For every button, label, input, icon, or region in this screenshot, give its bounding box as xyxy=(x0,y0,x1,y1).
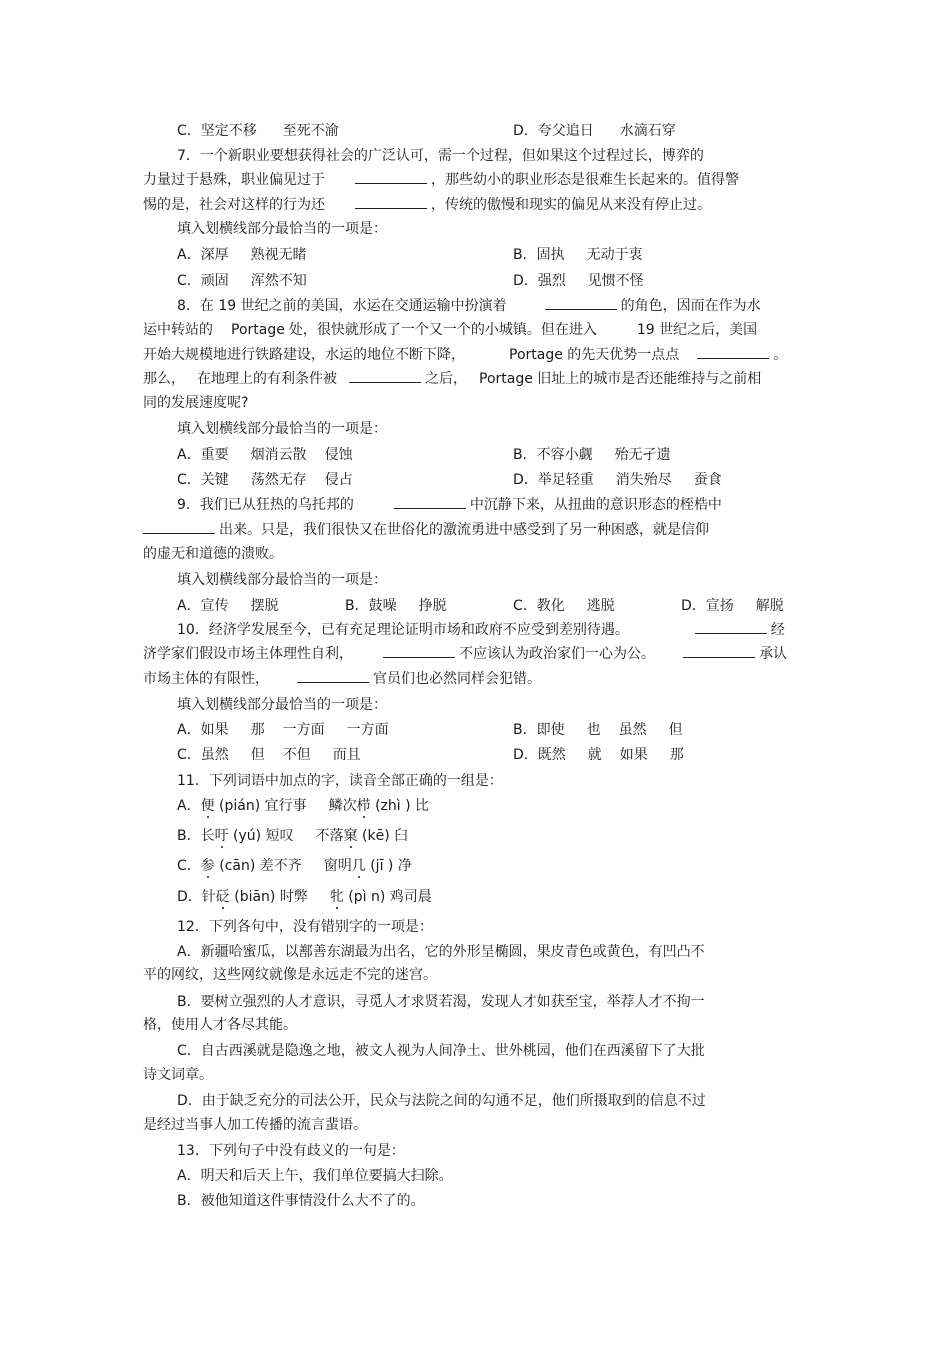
t: 那 xyxy=(250,722,265,738)
t: (jī ) 净 xyxy=(365,858,412,874)
q8-prompt: 填入划横线部分最恰当的一项是： xyxy=(177,421,387,437)
dotted-char: 砭 xyxy=(215,889,230,905)
t: (cān) 差不齐 xyxy=(214,858,302,874)
answer-blank xyxy=(683,645,755,658)
q10-option-d xyxy=(513,746,684,764)
t: C． xyxy=(177,858,201,874)
t: 运中转站的 xyxy=(143,322,213,338)
t: 无动于衷 xyxy=(586,247,643,263)
q11-option-d xyxy=(177,888,432,906)
q13-stem: 13．下列句子中没有歧义的一句是： xyxy=(177,1143,405,1159)
answer-blank xyxy=(297,670,369,683)
q9-option-b xyxy=(345,597,447,615)
t: A．宣传 xyxy=(177,598,229,614)
t: 那么， xyxy=(143,371,185,387)
t: A． xyxy=(177,798,201,814)
text: 惕的是，社会对这样的行为还 xyxy=(143,197,325,213)
t: 蚕食 xyxy=(693,472,722,488)
t: D．既然 xyxy=(513,747,566,763)
t: B．不容小觑 xyxy=(513,447,593,463)
text: ，传统的傲慢和现实的偏见从来没有停止过。 xyxy=(431,197,711,213)
t: 侵占 xyxy=(324,472,353,488)
t: 消失殆尽 xyxy=(615,472,672,488)
t: C．关键 xyxy=(177,472,229,488)
q6-option-c xyxy=(177,122,339,140)
answer-blank xyxy=(355,171,427,184)
dotted-char: 吁 xyxy=(214,828,229,844)
t: 但 xyxy=(668,722,683,738)
answer-blank xyxy=(545,297,617,310)
q11-option-c xyxy=(177,857,412,875)
q12-option-b-line2: 格，使用人才各尽其能。 xyxy=(143,1017,297,1033)
t: A．重要 xyxy=(177,447,229,463)
t: 殆无孑遗 xyxy=(614,447,671,463)
t: 浑然不知 xyxy=(250,273,307,289)
t: 中沉静下来，从扭曲的意识形态的桎梏中 xyxy=(469,497,722,513)
t: 不应该认为政治家们一心为公。 xyxy=(459,646,655,662)
answer-blank xyxy=(355,196,427,209)
t: D．宣扬 xyxy=(681,598,734,614)
t: 挣脱 xyxy=(418,598,447,614)
q11-stem: 11．下列词语中加点的字，读音全部正确的一组是： xyxy=(177,773,503,789)
t: 在地理上的有利条件被 xyxy=(197,371,337,387)
q9-option-d xyxy=(681,597,784,615)
dotted-char: 几 xyxy=(351,858,366,874)
t: D．强烈 xyxy=(513,273,566,289)
dotted-char: 栉 xyxy=(356,798,371,814)
q8-option-a xyxy=(177,446,353,464)
q8-option-b xyxy=(513,446,671,464)
t: 逃脱 xyxy=(586,598,615,614)
t: 不落 xyxy=(315,828,344,844)
t: 不但 xyxy=(282,747,311,763)
t: 济学家们假设市场主体理性自利， xyxy=(143,646,353,662)
q12-stem: 12．下列各句中，没有错别字的一项是： xyxy=(177,919,433,935)
q12-option-b-line1: B．要树立强烈的人才意识，寻觅人才求贤若渴，发现人才如获至宝，举荐人才不拘一 xyxy=(177,994,705,1010)
t: (pì n) 鸡司晨 xyxy=(343,889,432,905)
t: 虽然 xyxy=(618,722,647,738)
q12-option-a-line1: A．新疆哈蜜瓜，以鄯善东湖最为出名，它的外形呈椭圆，果皮青色或黄色，有凹凸不 xyxy=(177,944,705,960)
t: B．长 xyxy=(177,828,215,844)
q12-option-c-line1: C．自古西溪就是隐逸之地，被文人视为人间净土、世外桃园，他们在西溪留下了大批 xyxy=(177,1043,705,1059)
t: 烟消云散 xyxy=(250,447,307,463)
t: D．针 xyxy=(177,889,216,905)
q7-option-c xyxy=(177,272,307,290)
t: (pián) 宜行事 xyxy=(214,798,307,814)
q8-stem-line4 xyxy=(143,370,761,388)
dotted-char: 窠 xyxy=(343,828,358,844)
t: D．举足轻重 xyxy=(513,472,594,488)
t: 出来。只是，我们很快又在世俗化的激流勇进中感受到了另一种困惑，就是信仰 xyxy=(219,522,709,538)
q11-option-b xyxy=(177,827,408,845)
option-text: C．坚定不移 xyxy=(177,123,257,139)
t: (yú) 短叹 xyxy=(228,828,294,844)
t: 摆脱 xyxy=(250,598,279,614)
q9-stem-line1 xyxy=(177,496,722,514)
dotted-char: 牝 xyxy=(329,889,344,905)
t: 之后， xyxy=(425,371,467,387)
t: 19 世纪之后，美国 xyxy=(636,322,758,338)
q13-option-b: B．被他知道这件事情没什么大不了的。 xyxy=(177,1193,425,1209)
t: 官员们也必然同样会犯错。 xyxy=(373,671,541,687)
t: 10．经济学发展至今，已有充足理论证明市场和政府不应受到差别待遇。 xyxy=(177,622,629,638)
t: 那 xyxy=(669,747,684,763)
answer-blank xyxy=(349,370,421,383)
option-text: 至死不渝 xyxy=(282,123,339,139)
t: 见惯不怪 xyxy=(587,273,644,289)
q8-stem-line1 xyxy=(177,297,761,315)
q6-option-d xyxy=(513,122,676,140)
text: ，那些幼小的职业形态是很难生长起来的。值得警 xyxy=(431,172,739,188)
t: C．虽然 xyxy=(177,747,229,763)
text: 力量过于悬殊，职业偏见过于 xyxy=(143,172,325,188)
dotted-char: 参 xyxy=(200,858,215,874)
t: (zhì ) 比 xyxy=(370,798,430,814)
dotted-char: 便 xyxy=(200,798,215,814)
t: B．固执 xyxy=(513,247,565,263)
t: 市场主体的有限性， xyxy=(143,671,269,687)
t: 也 xyxy=(586,722,601,738)
t: Portage xyxy=(231,322,285,338)
option-text: 水滴石穿 xyxy=(619,123,676,139)
t: B．即使 xyxy=(513,722,565,738)
t: 窗明 xyxy=(323,858,352,874)
q9-stem-line3: 的虚无和道德的溃败。 xyxy=(143,546,283,562)
q12-option-d-line1: D．由于缺乏充分的司法公开，民众与法院之间的勾通不足，他们所摄取到的信息不过 xyxy=(177,1093,706,1109)
q10-option-b xyxy=(513,721,683,739)
t: C．教化 xyxy=(513,598,565,614)
t: 一方面 xyxy=(346,722,389,738)
answer-blank xyxy=(695,621,767,634)
answer-blank xyxy=(383,645,455,658)
option-text: D．夸父追日 xyxy=(513,123,594,139)
t: 承认 xyxy=(759,646,787,662)
t: 。 xyxy=(773,347,788,363)
q9-prompt: 填入划横线部分最恰当的一项是： xyxy=(177,572,387,588)
t: 就 xyxy=(587,747,602,763)
q7-option-d xyxy=(513,272,644,290)
t: 荡然无存 xyxy=(250,472,307,488)
q12-option-c-line2: 诗文词章。 xyxy=(143,1067,213,1083)
answer-blank xyxy=(394,496,466,509)
t: 熟视无睹 xyxy=(250,247,307,263)
t: 开始大规模地进行铁路建设，水运的地位不断下降， xyxy=(143,347,465,363)
q13-option-a: A．明天和后天上午，我们单位要搞大扫除。 xyxy=(177,1168,453,1184)
t: 解脱 xyxy=(755,598,784,614)
t: 8．在 19 世纪之前的美国，水运在交通运输中扮演着 xyxy=(177,298,507,314)
t: B．鼓噪 xyxy=(345,598,397,614)
t: 9．我们已从狂热的乌托邦的 xyxy=(177,497,354,513)
q12-option-a-line2: 平的网纹，这些网纹就像是永远走不完的迷宫。 xyxy=(143,967,437,983)
q8-stem-line5: 同的发展速度呢? xyxy=(143,395,249,411)
t: 经 xyxy=(770,622,785,638)
t: 的角色，因而在作为水 xyxy=(620,298,761,314)
t: 而且 xyxy=(332,747,361,763)
t: A．如果 xyxy=(177,722,229,738)
q8-option-d xyxy=(513,471,722,489)
q7-prompt: 填入划横线部分最恰当的一项是： xyxy=(177,221,387,237)
t: 如果 xyxy=(619,747,648,763)
q10-prompt: 填入划横线部分最恰当的一项是： xyxy=(177,697,387,713)
q9-stem-line2 xyxy=(143,521,709,539)
q7-stem-line2 xyxy=(143,171,739,189)
q7-stem-line1: 7．一个新职业要想获得社会的广泛认可，需一个过程，但如果这个过程过长，博弈的 xyxy=(177,148,704,164)
t: A．深厚 xyxy=(177,247,229,263)
t: 鳞次 xyxy=(328,798,357,814)
q7-stem-line3 xyxy=(143,196,711,214)
q10-option-a xyxy=(177,721,389,739)
t: C．顽固 xyxy=(177,273,229,289)
q11-option-a xyxy=(177,797,429,815)
q10-stem-line3 xyxy=(143,670,541,688)
answer-blank xyxy=(143,521,215,534)
t: 但 xyxy=(250,747,265,763)
q7-option-a xyxy=(177,246,307,264)
q9-option-c xyxy=(513,597,615,615)
q8-stem-line2 xyxy=(143,321,757,339)
answer-blank xyxy=(697,346,769,359)
q8-option-c xyxy=(177,471,353,489)
q8-stem-line3 xyxy=(143,346,787,364)
q10-stem-line2 xyxy=(143,645,787,663)
q12-option-d-line2: 是经过当事人加工传播的流言蜚语。 xyxy=(143,1117,367,1133)
q7-option-b xyxy=(513,246,643,264)
t: Portage 的先天优势一点点 xyxy=(509,347,680,363)
t: (kē) 臼 xyxy=(357,828,409,844)
q10-stem-line1 xyxy=(177,621,785,639)
q9-option-a xyxy=(177,597,279,615)
t: (biān) 时弊 xyxy=(229,889,308,905)
q10-option-c xyxy=(177,746,361,764)
t: 一方面 xyxy=(282,722,325,738)
t: 侵蚀 xyxy=(324,447,353,463)
t: Portage 旧址上的城市是否还能维持与之前相 xyxy=(479,371,762,387)
t: 处，很快就形成了一个又一个的小城镇。但在进入 xyxy=(288,322,597,338)
